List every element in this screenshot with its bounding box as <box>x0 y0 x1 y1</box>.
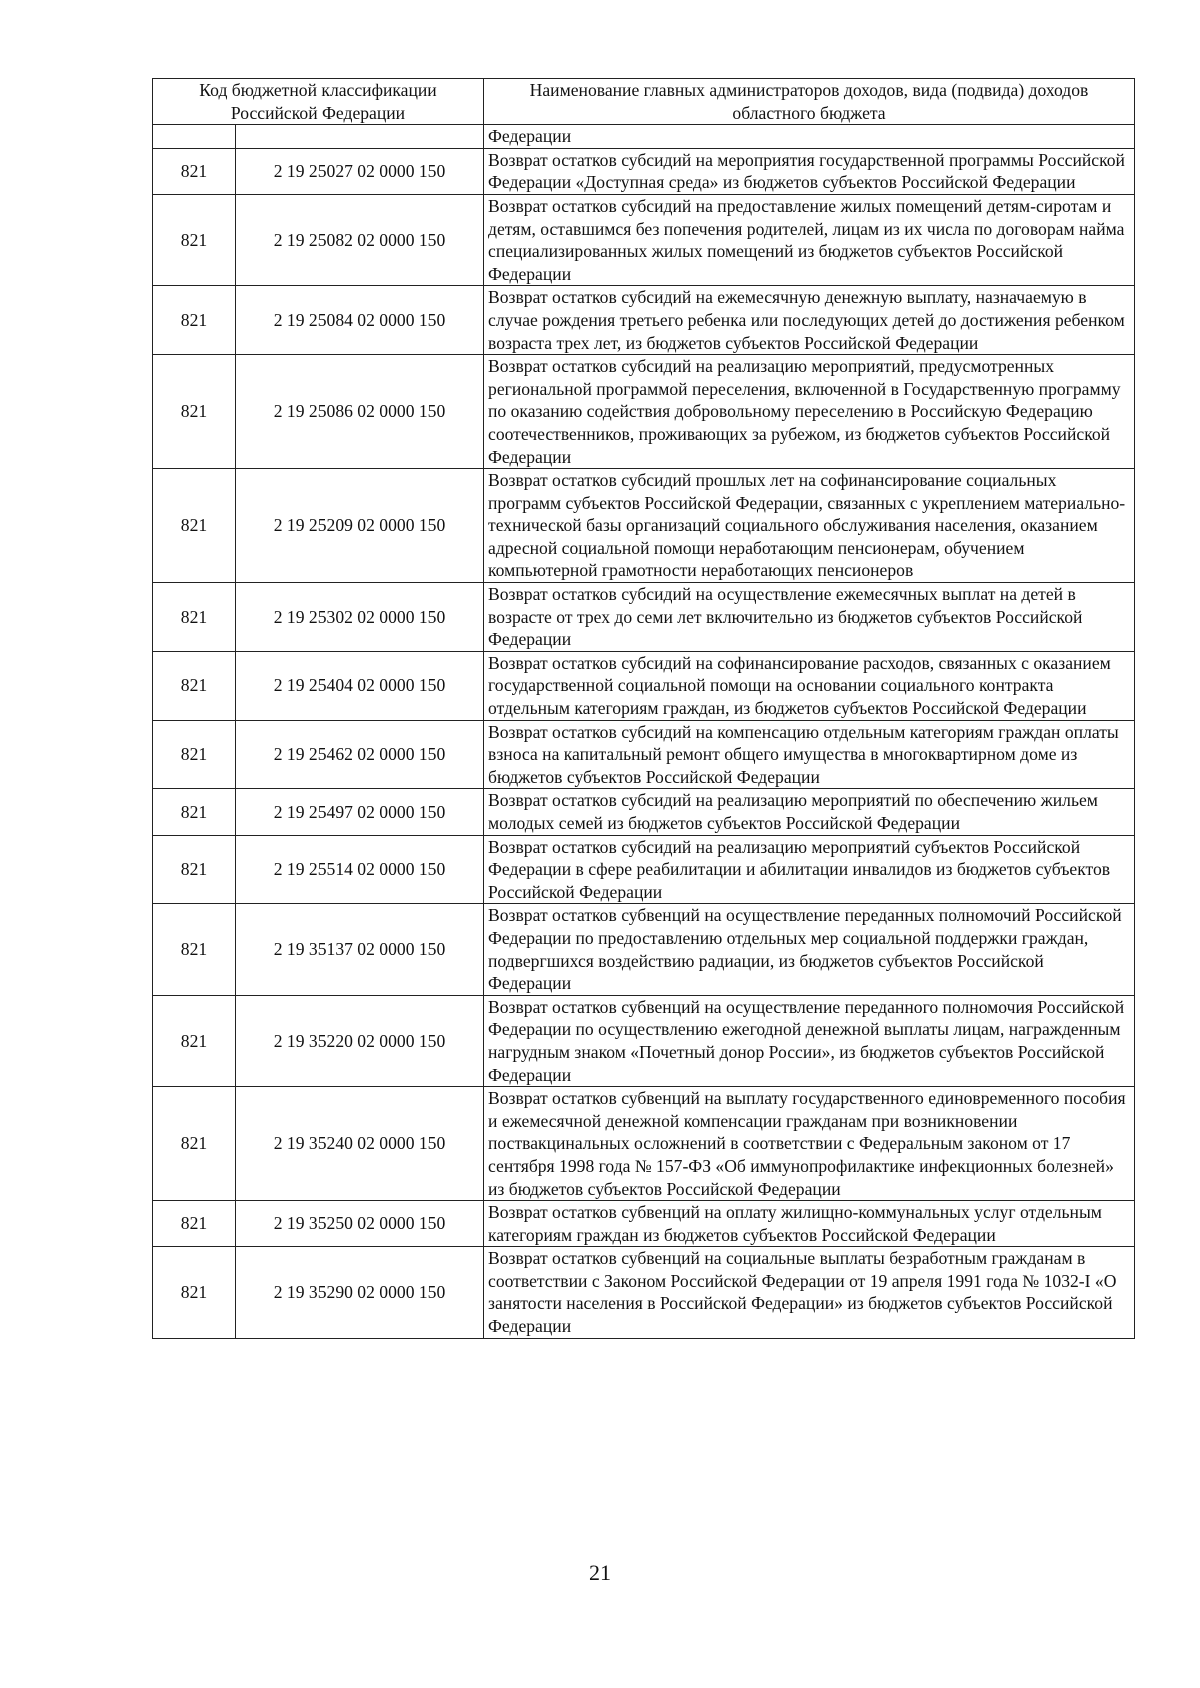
budget-code-cell: 2 19 25462 02 0000 150 <box>236 720 484 789</box>
revenue-name-cell: Возврат остатков субсидий прошлых лет на софинансирование социальных программ субъектов Российской Федерации, связанных с укреплением материально-технической базы организаций социального обслуживания населения, оказанием адресной социальной помощи неработающим пенсионерам, обучением компьютерной грамотности неработающих пенсионеров <box>484 469 1135 583</box>
admin-code-cell: 821 <box>153 835 236 904</box>
budget-code-cell: 2 19 35250 02 0000 150 <box>236 1201 484 1247</box>
budget-code-cell: 2 19 25084 02 0000 150 <box>236 286 484 355</box>
revenue-name-cell: Возврат остатков субсидий на ежемесячную денежную выплату, назначаемую в случае рождения третьего ребенка или последующих детей до достижения ребенком возраста трех лет, из бюджетов субъектов Российской Федерации <box>484 286 1135 355</box>
table-row <box>153 835 1135 904</box>
revenue-name-cell: Возврат остатков субвенций на осуществление переданных полномочий Российской Федерации по предоставлению отдельных мер социальной поддержки граждан, подвергшихся воздействию радиации, из бюджетов субъектов Российской Федерации <box>484 904 1135 995</box>
budget-code-cell: 2 19 35220 02 0000 150 <box>236 995 484 1086</box>
table-row <box>153 789 1135 835</box>
table-row <box>153 1201 1135 1247</box>
table-row <box>153 651 1135 720</box>
table-row <box>153 995 1135 1086</box>
admin-code-cell: 821 <box>153 194 236 285</box>
revenue-name-cell: Возврат остатков субсидий на компенсацию отдельным категориям граждан оплаты взноса на капитальный ремонт общего имущества в многоквартирном доме из бюджетов субъектов Российской Федерации <box>484 720 1135 789</box>
revenue-name-cell: Возврат остатков субсидий на реализацию мероприятий по обеспечению жильем молодых семей из бюджетов субъектов Российской Федерации <box>484 789 1135 835</box>
admin-code-cell: 821 <box>153 286 236 355</box>
revenue-name-cell: Возврат остатков субсидий на софинансирование расходов, связанных с оказанием государственной социальной помощи на основании социального контракта отдельным категориям граждан, из бюджетов субъектов Российской Федерации <box>484 651 1135 720</box>
name-column-header: Наименование главных администраторов доходов, вида (подвида) доходов областного бюджета <box>484 79 1135 125</box>
admin-code-cell: 821 <box>153 904 236 995</box>
revenue-name-cell: Возврат остатков субсидий на предоставление жилых помещений детям-сиротам и детям, оставшимся без попечения родителей, лицам из их числа по договорам найма специализированных жилых помещений из бюджетов субъектов Российской Федерации <box>484 194 1135 285</box>
budget-code-cell: 2 19 25514 02 0000 150 <box>236 835 484 904</box>
revenue-name-cell: Возврат остатков субвенций на осуществление переданного полномочия Российской Федерации по осуществлению ежегодной денежной выплаты лицам, награжденным нагрудным знаком «Почетный донор России», из бюджетов субъектов Российской Федерации <box>484 995 1135 1086</box>
admin-code-cell: 821 <box>153 995 236 1086</box>
budget-code-cell: 2 19 25082 02 0000 150 <box>236 194 484 285</box>
table-row <box>153 355 1135 469</box>
table-row <box>153 1247 1135 1338</box>
budget-code-cell: 2 19 35290 02 0000 150 <box>236 1247 484 1338</box>
table-row <box>153 469 1135 583</box>
table-row <box>153 286 1135 355</box>
code-column-header: Код бюджетной классификации Российской Федерации <box>153 79 484 125</box>
admin-code-cell: 821 <box>153 355 236 469</box>
admin-code-cell: 821 <box>153 789 236 835</box>
budget-code-cell: 2 19 25027 02 0000 150 <box>236 148 484 194</box>
admin-code-cell: 821 <box>153 469 236 583</box>
admin-code-cell: 821 <box>153 583 236 652</box>
revenue-name-cell: Возврат остатков субвенций на оплату жилищно-коммунальных услуг отдельным категориям граждан из бюджетов субъектов Российской Федерации <box>484 1201 1135 1247</box>
revenue-name-cell: Возврат остатков субсидий на реализацию мероприятий, предусмотренных региональной программой переселения, включенной в Государственную программу по оказанию содействия добровольному переселению в Российскую Федерацию соотечественников, проживающих за рубежом, из бюджетов субъектов Российской Федерации <box>484 355 1135 469</box>
admin-code-cell: 821 <box>153 720 236 789</box>
admin-code-cell: 821 <box>153 1087 236 1201</box>
budget-code-cell: 2 19 25209 02 0000 150 <box>236 469 484 583</box>
revenue-name-cell: Возврат остатков субсидий на мероприятия государственной программы Российской Федерации «Доступная среда» из бюджетов субъектов Российской Федерации <box>484 148 1135 194</box>
table-row <box>153 720 1135 789</box>
admin-code-cell: 821 <box>153 651 236 720</box>
continuation-row <box>153 125 1135 149</box>
budget-code-cell: 2 19 25302 02 0000 150 <box>236 583 484 652</box>
continuation-admin-cell <box>153 125 236 149</box>
table-header-row <box>153 79 1135 125</box>
revenue-name-cell: Возврат остатков субсидий на осуществление ежемесячных выплат на детей в возрасте от трех до семи лет включительно из бюджетов субъектов Российской Федерации <box>484 583 1135 652</box>
budget-code-cell: 2 19 25086 02 0000 150 <box>236 355 484 469</box>
budget-code-cell: 2 19 25404 02 0000 150 <box>236 651 484 720</box>
table-row <box>153 194 1135 285</box>
revenue-name-cell: Возврат остатков субвенций на выплату государственного единовременного пособия и ежемесячной денежной компенсации гражданам при возникновении поствакцинальных осложнений в соответствии с Федеральным законом от 17 сентября 1998 года № 157-ФЗ «Об иммунопрофилактике инфекционных болезней» из бюджетов субъектов Российской Федерации <box>484 1087 1135 1201</box>
revenue-name-cell: Возврат остатков субсидий на реализацию мероприятий субъектов Российской Федерации в сфере реабилитации и абилитации инвалидов из бюджетов субъектов Российской Федерации <box>484 835 1135 904</box>
admin-code-cell: 821 <box>153 1247 236 1338</box>
table-row <box>153 148 1135 194</box>
admin-code-cell: 821 <box>153 148 236 194</box>
budget-code-cell: 2 19 35240 02 0000 150 <box>236 1087 484 1201</box>
budget-code-cell: 2 19 25497 02 0000 150 <box>236 789 484 835</box>
admin-code-cell: 821 <box>153 1201 236 1247</box>
revenue-name-cell: Возврат остатков субвенций на социальные выплаты безработным гражданам в соответствии с Законом Российской Федерации от 19 апреля 1991 года № 1032-I «О занятости населения в Российской Федерации» из бюджетов субъектов Российской Федерации <box>484 1247 1135 1338</box>
table-row <box>153 904 1135 995</box>
page-number: 21 <box>589 1560 611 1585</box>
table-row <box>153 1087 1135 1201</box>
table-row <box>153 583 1135 652</box>
continuation-text: Федерации <box>484 125 1135 149</box>
continuation-code-cell <box>236 125 484 149</box>
budget-classification-table <box>152 78 1135 1339</box>
budget-code-cell: 2 19 35137 02 0000 150 <box>236 904 484 995</box>
